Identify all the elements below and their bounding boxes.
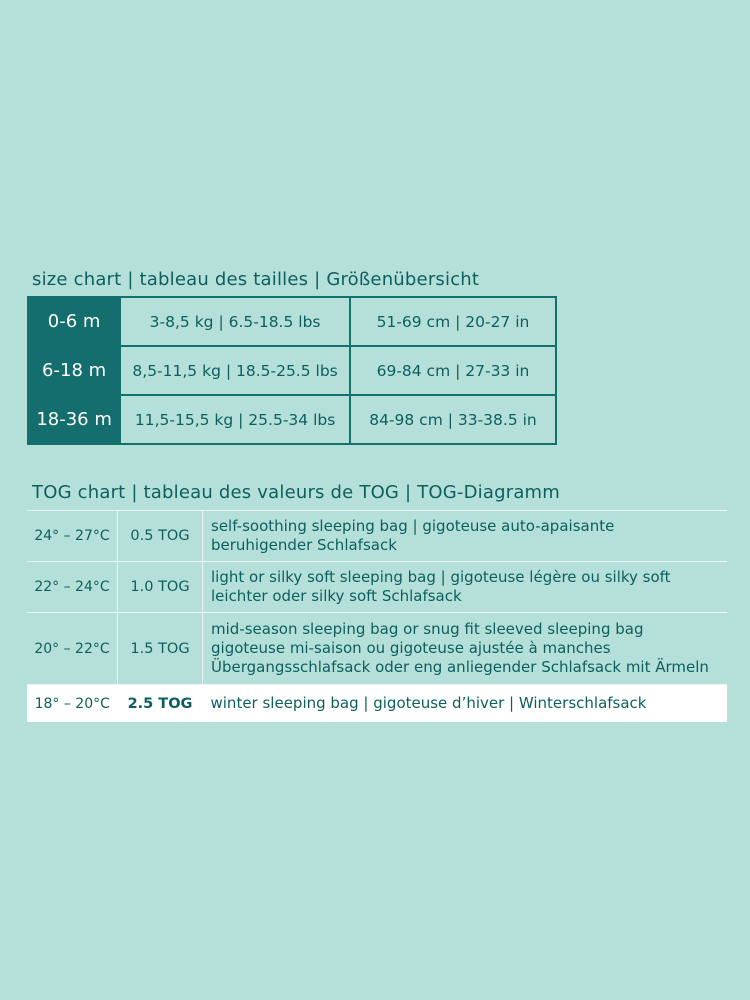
tog-chart-table [27, 510, 727, 722]
age-cell: 0-6 m [28, 297, 120, 346]
description-line: beruhigender Schlafsack [211, 536, 397, 554]
description-line: leichter oder silky soft Schlafsack [211, 587, 462, 605]
tog-row [27, 562, 727, 613]
tog-chart-title: TOG chart | tableau des valeurs de TOG | TOG-Diagramm [32, 482, 561, 503]
description-cell [203, 613, 728, 685]
size-chart-title: size chart | tableau des tailles | Größenübersicht [32, 269, 480, 290]
tog-value-cell: 1.0 TOG [118, 562, 203, 613]
length-cell: 51-69 cm | 20-27 in [350, 297, 556, 346]
tog-value-cell: 2.5 TOG [118, 685, 203, 723]
tog-row [27, 511, 727, 562]
tog-value-cell: 0.5 TOG [118, 511, 203, 562]
age-cell: 6-18 m [28, 346, 120, 395]
description-line: mid-season sleeping bag or snug fit sleeved sleeping bag [211, 620, 644, 638]
length-cell: 69-84 cm | 27-33 in [350, 346, 556, 395]
description-cell [203, 511, 728, 562]
description-line: winter sleeping bag | gigoteuse d’hiver | Winterschlafsack [210, 694, 647, 712]
weight-cell: 3-8,5 kg | 6.5-18.5 lbs [120, 297, 350, 346]
size-chart-table [27, 296, 557, 445]
description-line: Übergangsschlafsack oder eng anliegender Schlafsack mit Ärmeln [211, 658, 709, 676]
size-row [28, 346, 556, 395]
size-row [28, 395, 556, 444]
tog-row [27, 613, 727, 685]
description-cell [203, 562, 728, 613]
tog-value-cell: 1.5 TOG [118, 613, 203, 685]
weight-cell: 8,5-11,5 kg | 18.5-25.5 lbs [120, 346, 350, 395]
tog-row-highlighted [27, 685, 727, 723]
length-cell: 84-98 cm | 33-38.5 in [350, 395, 556, 444]
weight-cell: 11,5-15,5 kg | 25.5-34 lbs [120, 395, 350, 444]
age-cell: 18-36 m [28, 395, 120, 444]
temperature-cell: 20° – 22°C [27, 613, 118, 685]
size-row [28, 297, 556, 346]
temperature-cell: 24° – 27°C [27, 511, 118, 562]
description-line: light or silky soft sleeping bag | gigoteuse légère ou silky soft [211, 568, 671, 586]
description-cell [203, 685, 728, 723]
description-line: gigoteuse mi-saison ou gigoteuse ajustée à manches [211, 639, 611, 657]
temperature-cell: 22° – 24°C [27, 562, 118, 613]
description-line: self-soothing sleeping bag | gigoteuse auto-apaisante [211, 517, 615, 535]
temperature-cell: 18° – 20°C [27, 685, 118, 723]
